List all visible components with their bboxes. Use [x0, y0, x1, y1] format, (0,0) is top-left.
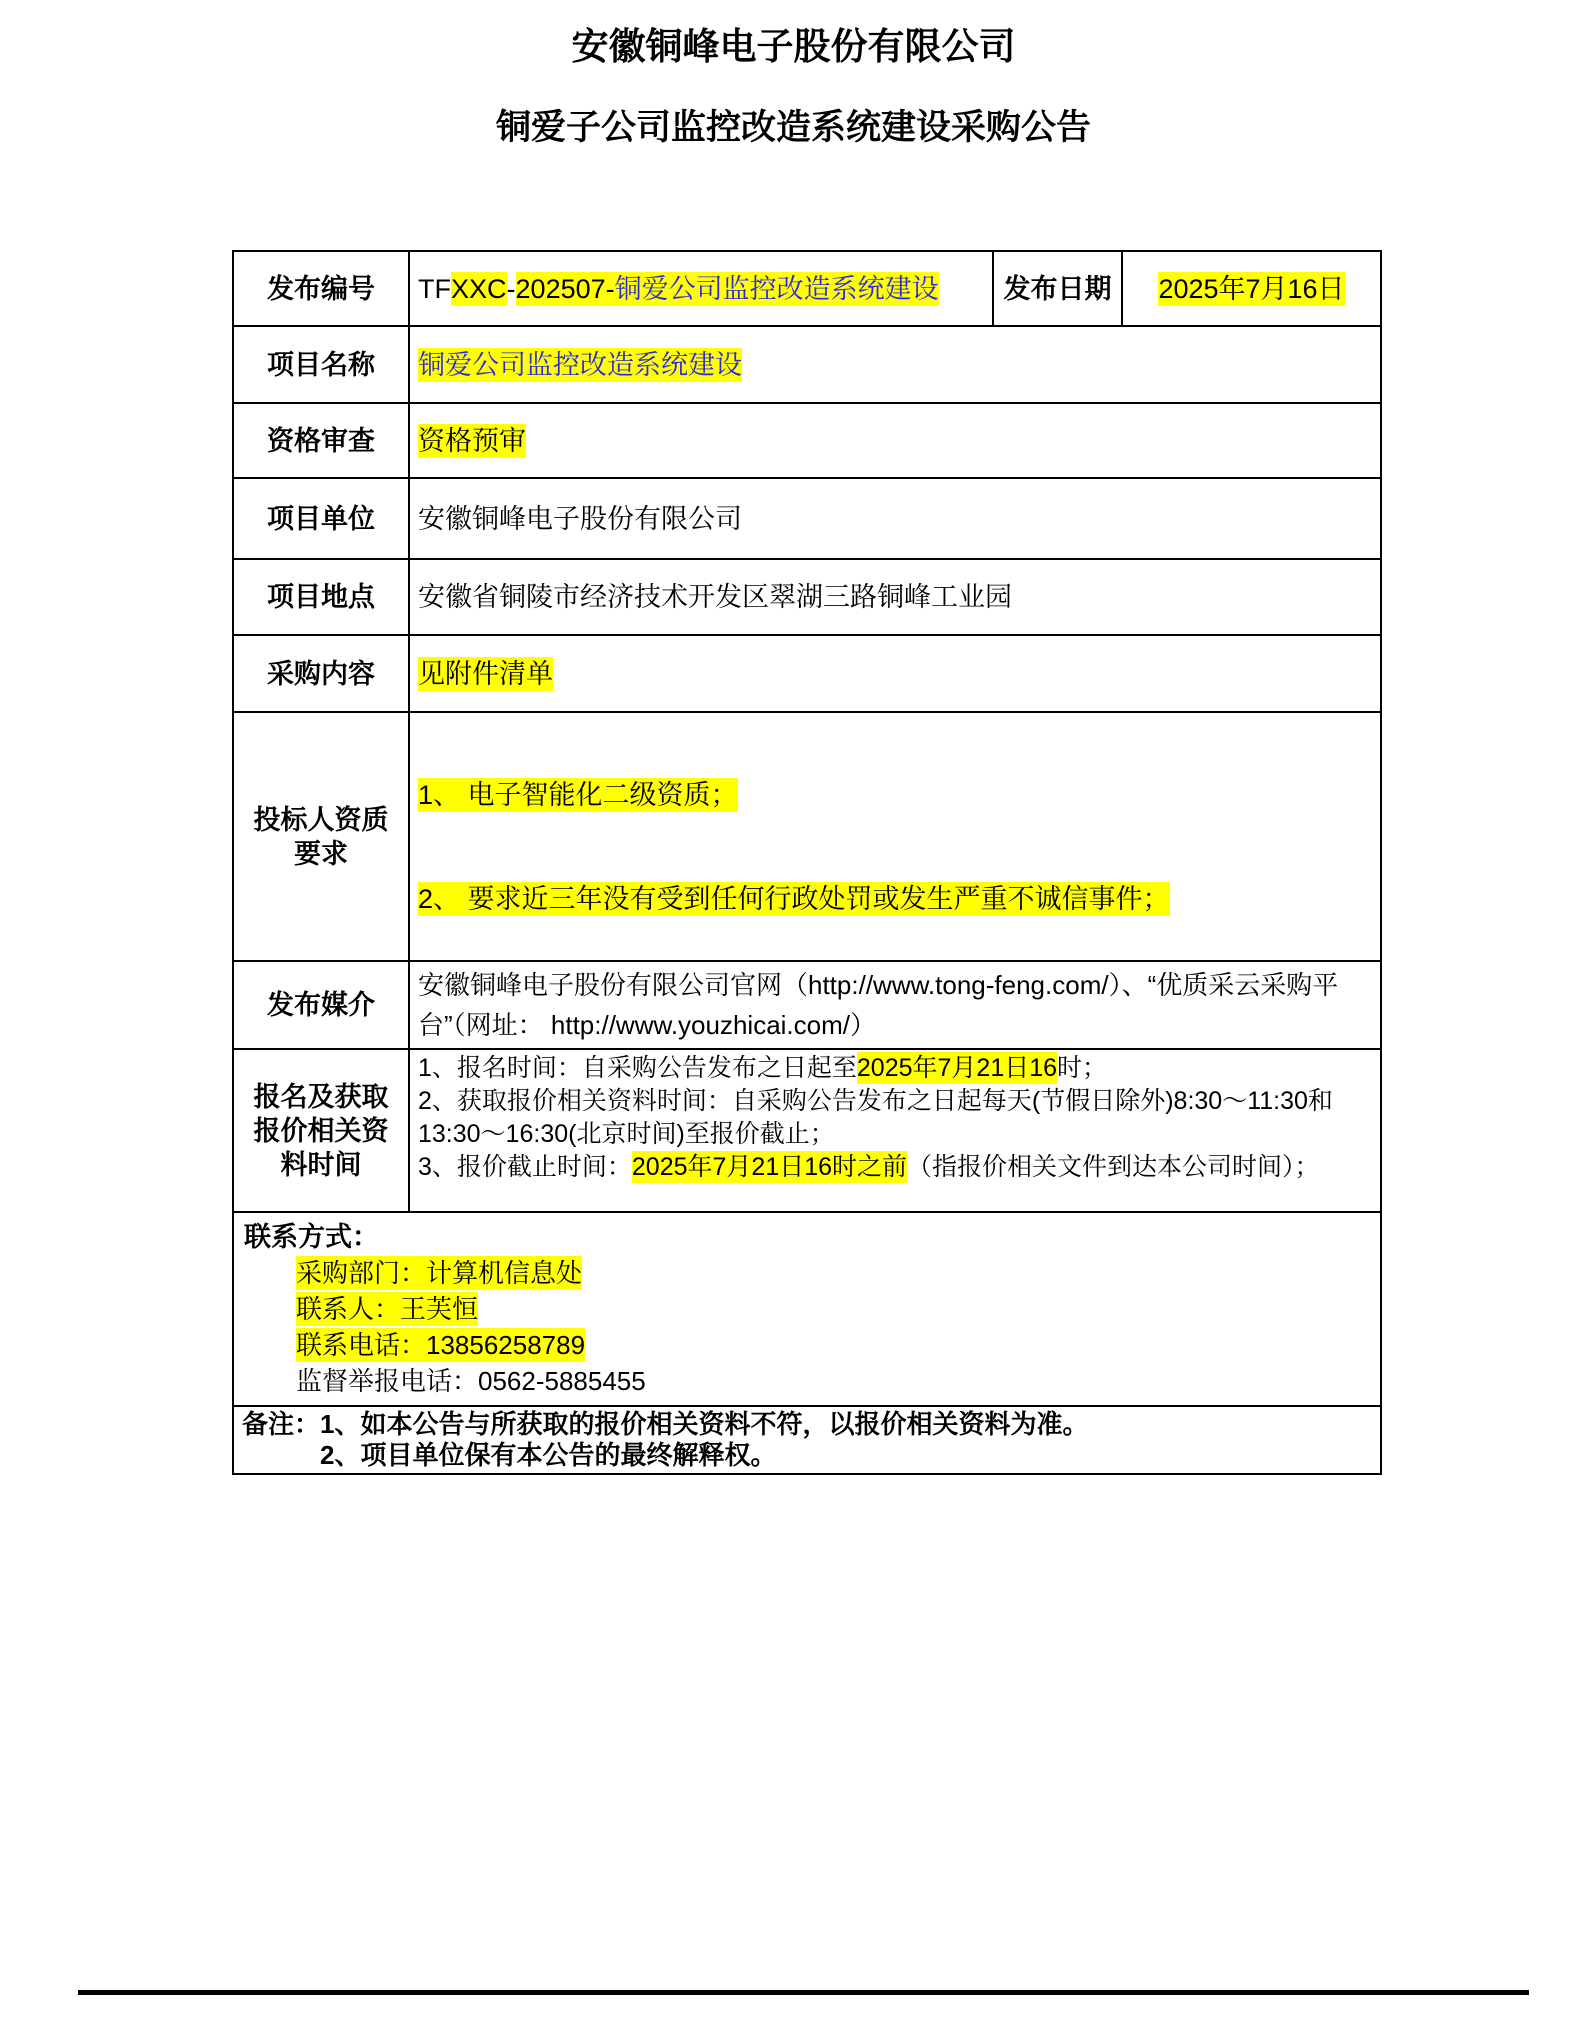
announcement-table: [232, 250, 1382, 1475]
field-value: 见附件清单: [418, 658, 553, 689]
publish-no-label: 发布编号: [233, 251, 409, 326]
contact-phone: 联系电话：13856258789: [296, 1330, 586, 1360]
label-line: 报名及获取: [253, 1081, 389, 1112]
label-line: 报价相关资: [253, 1115, 389, 1146]
page-footer-rule: [78, 1990, 1529, 1995]
field-value: 资格预审: [418, 425, 526, 456]
label-line: 投标人资质: [253, 804, 389, 835]
table-row: [233, 559, 1381, 635]
table-row: [233, 1212, 1381, 1406]
registration-time-value: [409, 1049, 1381, 1212]
qualification-review-label: 资格审查: [233, 403, 409, 478]
procurement-content-value: [409, 635, 1381, 712]
project-unit-value: [409, 478, 1381, 559]
notes-lines: [320, 1409, 1088, 1471]
notes-prefix: 备注：: [242, 1409, 321, 1439]
table-row: [233, 1406, 1381, 1474]
bidder-qualification-label: [233, 712, 409, 961]
time-item: 2、获取报价相关资料时间：自采购公告发布之日起每天(节假日除外)8:30～11:30和13:30～16:30(北京时间)至报价截止；: [418, 1087, 1333, 1148]
qualification-item: 1、 电子智能化二级资质；: [418, 780, 738, 810]
field-value: 铜爱公司监控改造系统建设: [418, 349, 742, 380]
table-row: [233, 478, 1381, 559]
project-unit-label: 项目单位: [233, 478, 409, 559]
field-value: 2025年7月16日: [1158, 273, 1345, 304]
publish-media-value: [409, 961, 1381, 1049]
project-name-value: [409, 326, 1381, 403]
contact-person: 联系人：王芙恒: [296, 1294, 479, 1324]
publish-media-label: 发布媒介: [233, 961, 409, 1049]
notes-section: [233, 1406, 1381, 1474]
label-line: 要求: [294, 838, 348, 869]
project-location-value: [409, 559, 1381, 635]
time-item: 1、报名时间：自采购公告发布之日起至2025年7月21日16时；: [418, 1054, 1108, 1082]
page-title: 安徽铜峰电子股份有限公司: [571, 26, 1016, 67]
page-subtitle: 铜爱子公司监控改造系统建设采购公告: [495, 108, 1091, 147]
contact-department: 采购部门：计算机信息处: [296, 1258, 583, 1288]
note-item: 2、项目单位保有本公告的最终解释权。: [320, 1440, 777, 1470]
qualification-review-value: [409, 403, 1381, 478]
registration-time-label: [233, 1049, 409, 1212]
table-row: [233, 1049, 1381, 1212]
field-value: 安徽省铜陵市经济技术开发区翠湖三路铜峰工业园: [418, 582, 1012, 612]
bidder-qualification-value: [409, 712, 1381, 961]
project-name-label: 项目名称: [233, 326, 409, 403]
table-row: [233, 326, 1381, 403]
field-value: 安徽铜峰电子股份有限公司: [418, 503, 742, 534]
publish-date-value: [1122, 251, 1381, 326]
publish-date-label: 发布日期: [993, 251, 1122, 326]
table-row: [233, 635, 1381, 712]
qualification-item: 2、 要求近三年没有受到任何行政处罚或发生严重不诚信事件；: [418, 884, 1170, 914]
field-value: TFXXC-202507-铜爱公司监控改造系统建设: [418, 273, 939, 304]
note-item: 1、如本公告与所获取的报价相关资料不符，以报价相关资料为准。: [320, 1409, 1089, 1439]
procurement-content-label: 采购内容: [233, 635, 409, 712]
table-row: [233, 251, 1381, 326]
project-location-label: 项目地点: [233, 559, 409, 635]
table-row: [233, 712, 1381, 961]
contact-section: [233, 1212, 1381, 1406]
time-item: 3、报价截止时间：2025年7月21日16时之前（指报价相关文件到达本公司时间）；: [418, 1153, 1320, 1181]
label-line: 料时间: [280, 1149, 362, 1180]
media-text: 安徽铜峰电子股份有限公司官网（http://www.tong-feng.com/）、“优质采云采购平台”（网址： http://www.youzhicai.com/）: [418, 970, 1339, 1040]
contact-heading: 联系方式：: [244, 1222, 379, 1252]
table-row: [233, 961, 1381, 1049]
supervision-phone: 监督举报电话：0562-5885455: [296, 1366, 646, 1396]
table-row: [233, 403, 1381, 478]
publish-no-value: [409, 251, 993, 326]
